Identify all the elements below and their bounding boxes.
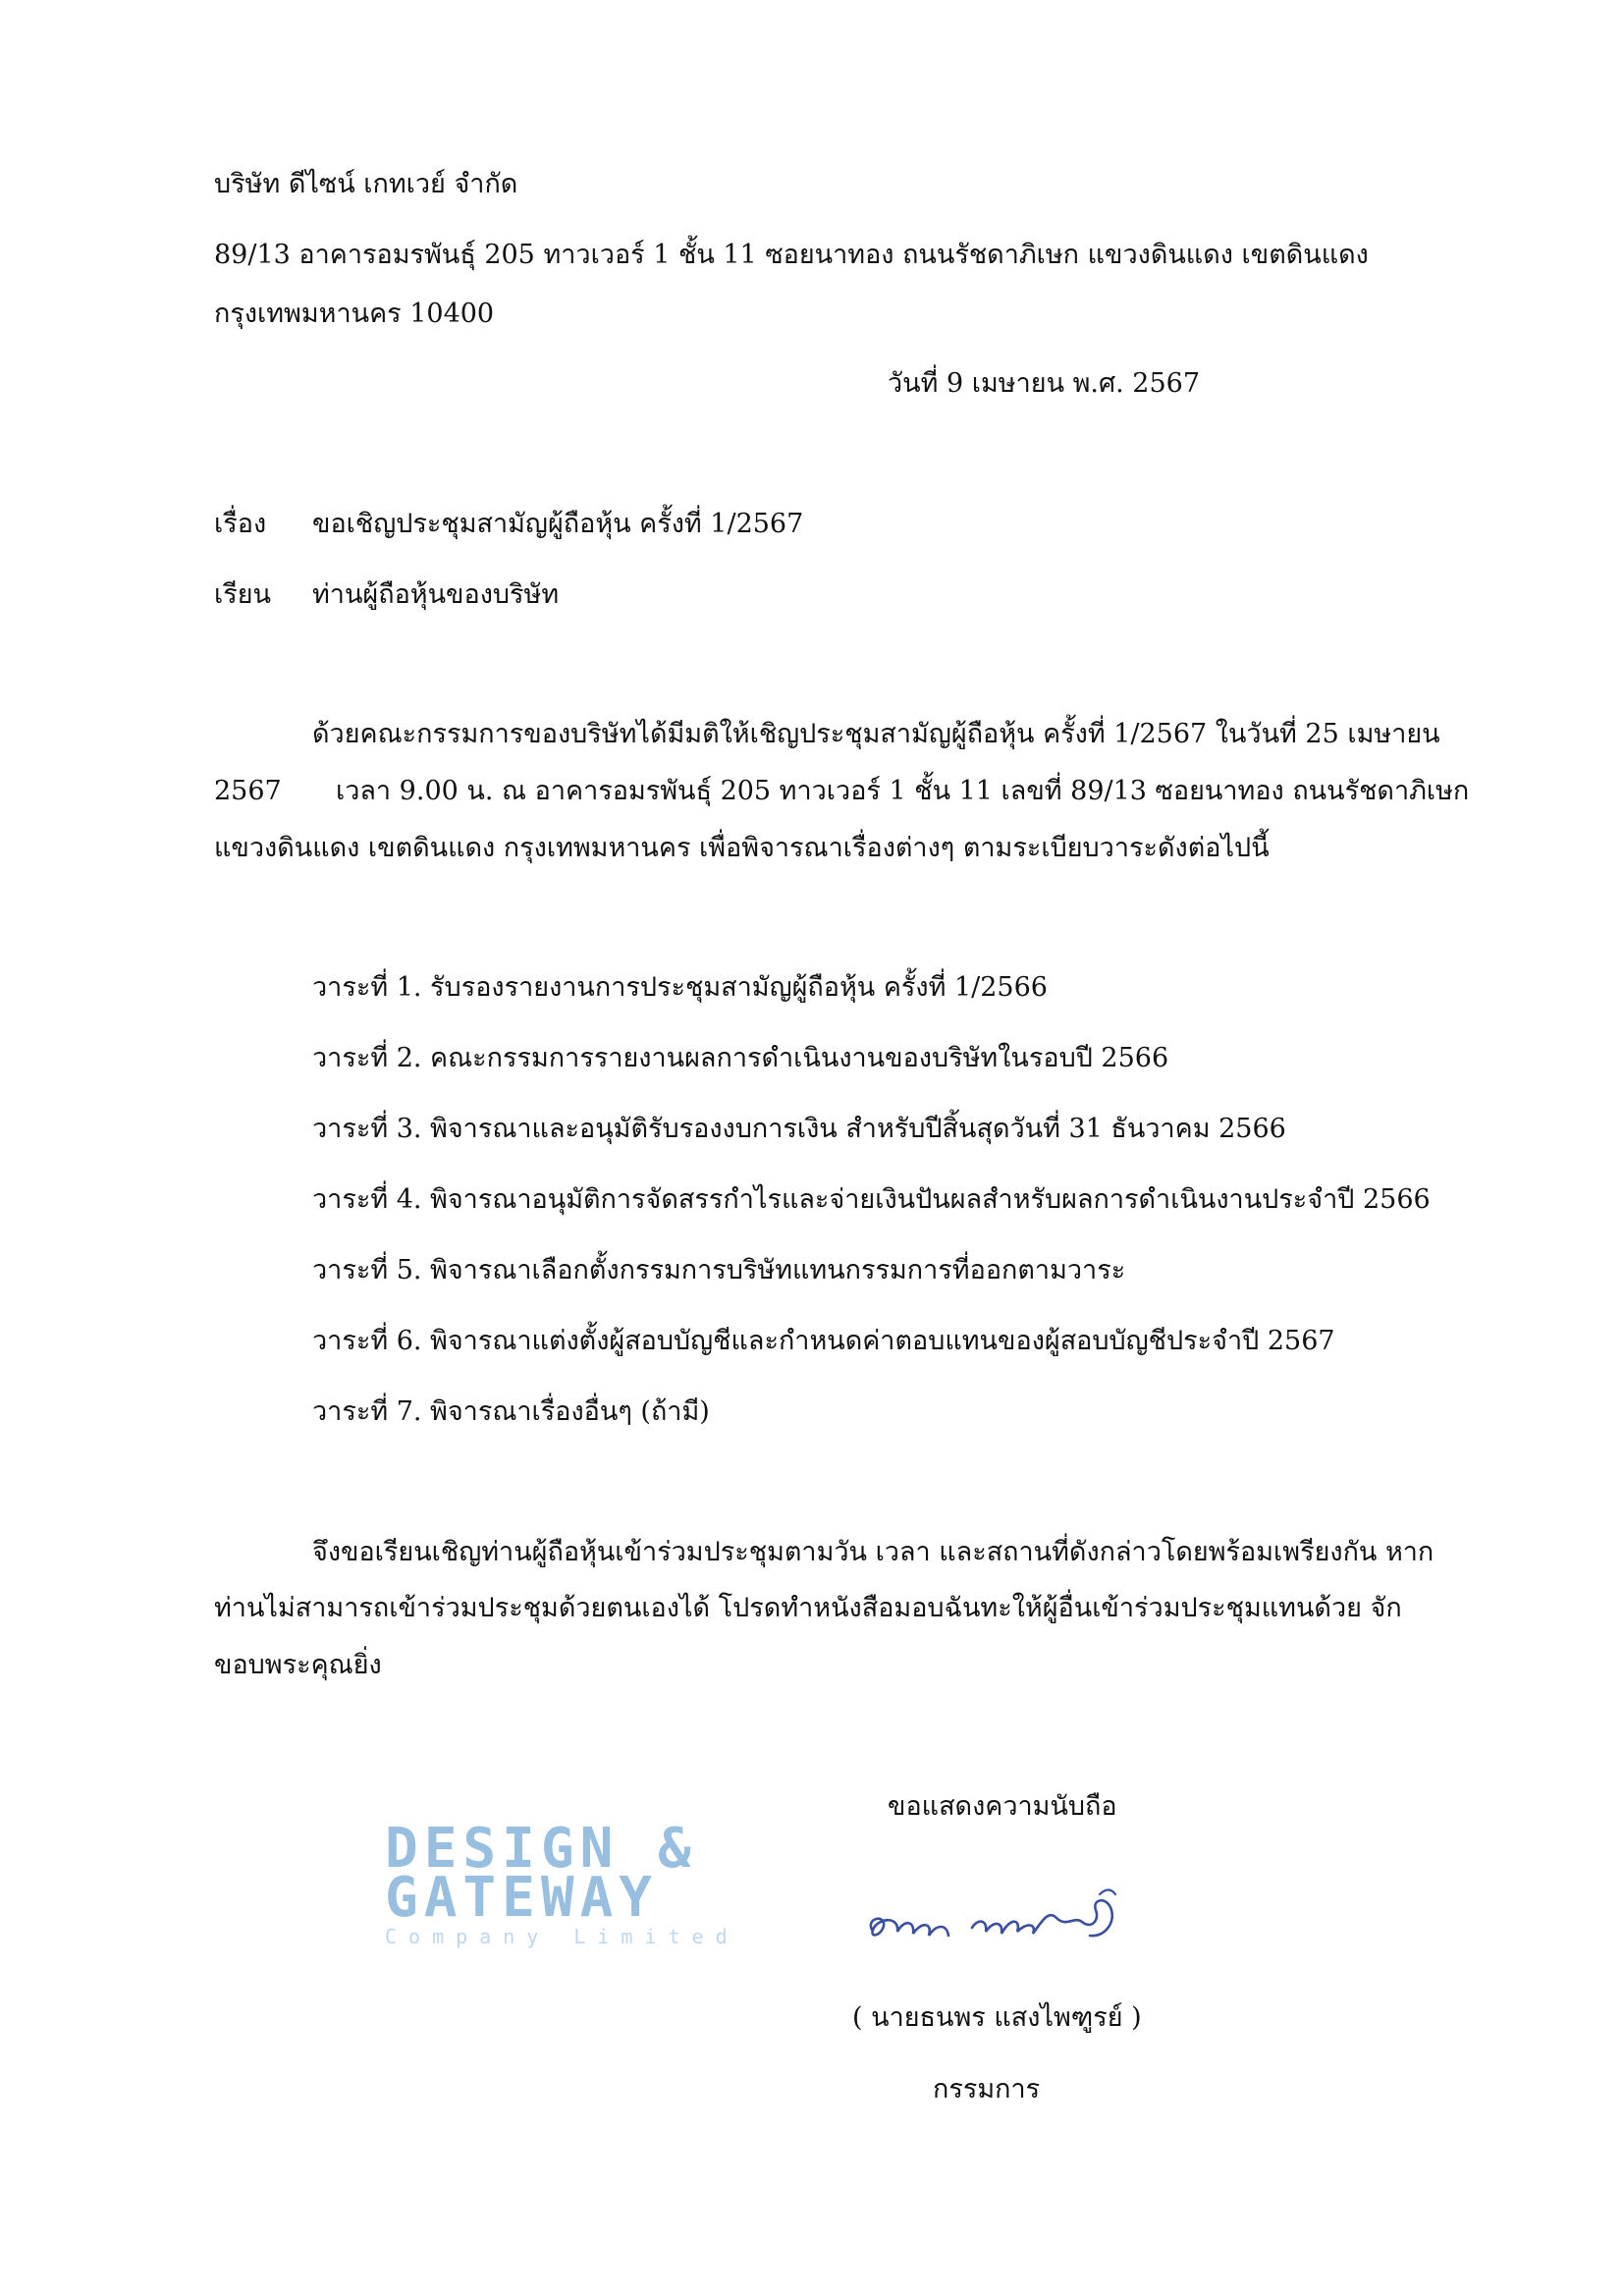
agenda-item: วาระที่ 1. รับรองรายงานการประชุมสามัญผู้ถือหุ้น ครั้งที่ 1/2566 — [312, 972, 1048, 1003]
signer-title: กรรมการ — [933, 2074, 1041, 2105]
handwritten-signature — [864, 1881, 1149, 1954]
intro-line-1: ด้วยคณะกรรมการของบริษัทได้มีมติให้เชิญประชุมสามัญผู้ถือหุ้น ครั้งที่ 1/2567 ในวันที่ 25 เมษายน — [312, 719, 1440, 749]
agenda-item: วาระที่ 6. พิจารณาแต่งตั้งผู้สอบบัญชีและกำหนดค่าตอบแทนของผู้สอบบัญชีประจำปี 2567 — [312, 1326, 1335, 1356]
agenda-item: วาระที่ 3. พิจารณาและอนุมัติรับรองงบการเงิน สำหรับปีสิ้นสุดวันที่ 31 ธันวาคม 2566 — [312, 1114, 1286, 1144]
letter-date: วันที่ 9 เมษายน พ.ศ. 2567 — [888, 368, 1201, 399]
closing-line-1: จึงขอเรียนเชิญท่านผู้ถือหุ้นเข้าร่วมประชุมตามวัน เวลา และสถานที่ดังกล่าวโดยพร้อมเพรียงกัน หาก — [312, 1537, 1434, 1567]
signer-name: ( นายธนพร แสงไพฑูรย์ ) — [852, 2002, 1142, 2033]
company-stamp — [381, 1817, 764, 1954]
intro-line-2: เวลา 9.00 น. ณ อาคารอมรพันธุ์ 205 ทาวเวอร์ 1 ชั้น 11 เลขที่ 89/13 ซอยนาทอง ถนนรัชดาภิเษก — [336, 776, 1470, 806]
closing-regards: ขอแสดงความนับถือ — [888, 1791, 1117, 1822]
agenda-item: วาระที่ 4. พิจารณาอนุมัติการจัดสรรกำไรและจ่ายเงินปันผลสำหรับผลการดำเนินงานประจำปี 2566 — [312, 1184, 1431, 1215]
intro-line-3: แขวงดินแดง เขตดินแดง กรุงเทพมหานคร เพื่อพิจารณาเรื่องต่างๆ ตามระเบียบวาระดังต่อไปนี้ — [214, 833, 1270, 863]
stamp-line-2: GATEWAY — [385, 1866, 659, 1930]
recipient-label: เรียน — [214, 579, 272, 610]
subject-text: ขอเชิญประชุมสามัญผู้ถือหุ้น ครั้งที่ 1/2567 — [312, 509, 804, 539]
agenda-item: วาระที่ 5. พิจารณาเลือกตั้งกรรมการบริษัทแทนกรรมการที่ออกตามวาระ — [312, 1255, 1126, 1285]
stamp-line-1: DESIGN & — [385, 1817, 697, 1881]
closing-line-2: ท่านไม่สามารถเข้าร่วมประชุมด้วยตนเองได้ โปรดทำหนังสือมอบฉันทะให้ผู้อื่นเข้าร่วมประชุมแทนด้วย จัก — [214, 1593, 1402, 1623]
closing-line-3: ขอบพระคุณยิ่ง — [214, 1650, 382, 1680]
stamp-line-3: Company Limited — [385, 1925, 739, 1948]
agenda-item: วาระที่ 2. คณะกรรมการรายงานผลการดำเนินงานของบริษัทในรอบปี 2566 — [312, 1043, 1169, 1073]
intro-line-2-year: 2567 — [214, 776, 282, 806]
subject-label: เรื่อง — [214, 509, 267, 539]
company-name: บริษัท ดีไซน์ เกทเวย์ จำกัด — [214, 169, 518, 199]
address-line-1: 89/13 อาคารอมรพันธุ์ 205 ทาวเวอร์ 1 ชั้น 11 ซอยนาทอง ถนนรัชดาภิเษก แขวงดินแดง เขตดินแดง — [214, 240, 1369, 270]
agenda-item: วาระที่ 7. พิจารณาเรื่องอื่นๆ (ถ้ามี) — [312, 1396, 710, 1427]
address-line-2: กรุงเทพมหานคร 10400 — [214, 299, 495, 329]
recipient-text: ท่านผู้ถือหุ้นของบริษัท — [312, 579, 560, 610]
